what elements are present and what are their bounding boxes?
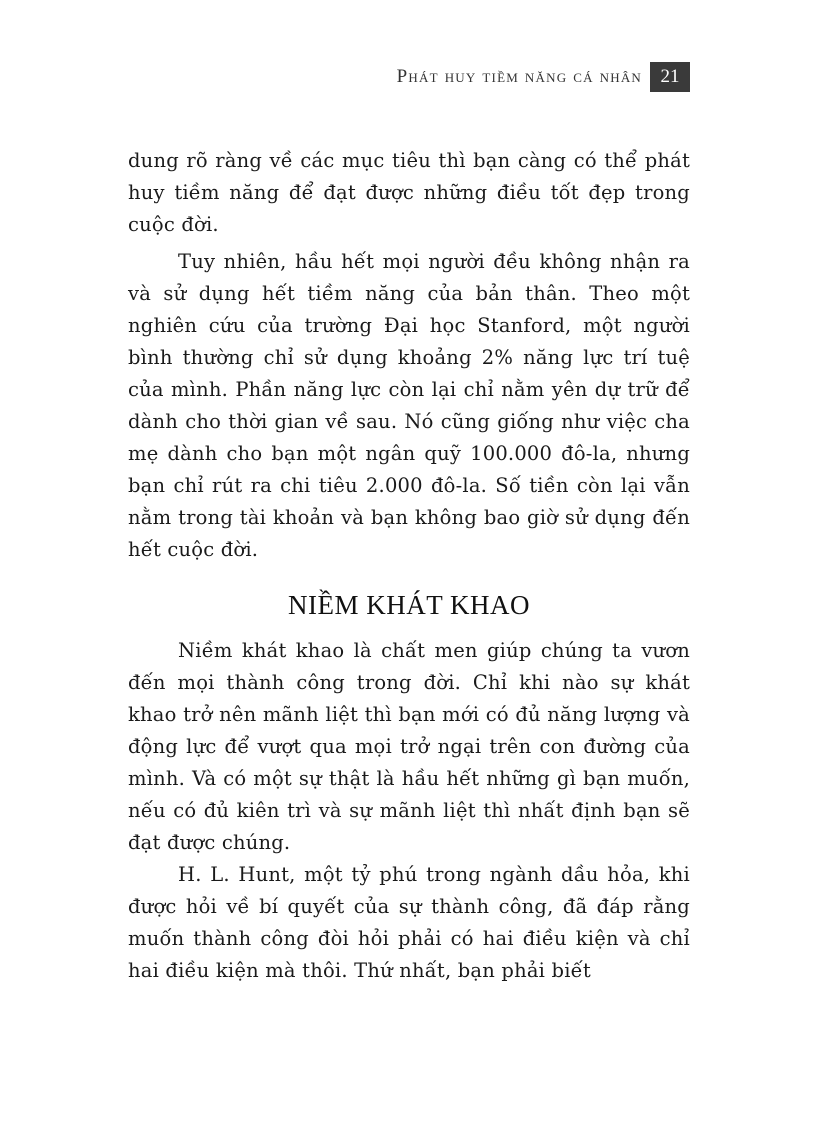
running-title: Phát huy tiềm năng cá nhân bbox=[396, 66, 642, 87]
paragraph-block bbox=[128, 859, 690, 987]
paragraph-3: Niềm khát khao là chất men giúp chúng ta vươn đến mọi thành công trong đời. Chỉ khi nào sự khát khao trở nên mãnh liệt thì bạn mới có đủ năng lượng và động lực để vượt qua mọi trở ngại trên con đường của mình. Và có một sự thật là hầu hết những gì bạn muốn, nếu có đủ kiên trì và sự mãnh liệt thì nhất định bạn sẽ đạt được chúng. bbox=[128, 639, 690, 854]
section-heading: NIỀM KHÁT KHAO bbox=[288, 590, 530, 620]
paragraph-block bbox=[128, 246, 690, 566]
paragraph-continuation bbox=[128, 145, 690, 241]
paragraph-2: Tuy nhiên, hầu hết mọi người đều không nhận ra và sử dụng hết tiềm năng của bản thân. Theo một nghiên cứu của trường Đại học Stanford, một người bình thường chỉ sử dụng khoảng 2% năng lực trí tuệ của mình. Phần năng lực còn lại chỉ nằm yên dự trữ để dành cho thời gian về sau. Nó cũng giống như việc cha mẹ dành cho bạn một ngân quỹ 100.000 đô-la, nhưng bạn chỉ rút ra chi tiêu 2.000 đô-la. Số tiền còn lại vẫn nằm trong tài khoản và bạn không bao giờ sử dụng đến hết cuộc đời. bbox=[128, 250, 690, 561]
paragraph-4: H. L. Hunt, một tỷ phú trong ngành dầu hỏa, khi được hỏi về bí quyết của sự thành công, đã đáp rằng muốn thành công đòi hỏi phải có hai điều kiện và chỉ hai điều kiện mà thôi. Thứ nhất, bạn phải biết bbox=[128, 863, 690, 982]
page-number: 21 bbox=[650, 62, 690, 92]
running-header bbox=[128, 62, 690, 92]
paragraph-1: dung rõ ràng về các mục tiêu thì bạn càng có thể phát huy tiềm năng để đạt được những điều tốt đẹp trong cuộc đời. bbox=[128, 149, 690, 236]
paragraph-block bbox=[128, 635, 690, 859]
